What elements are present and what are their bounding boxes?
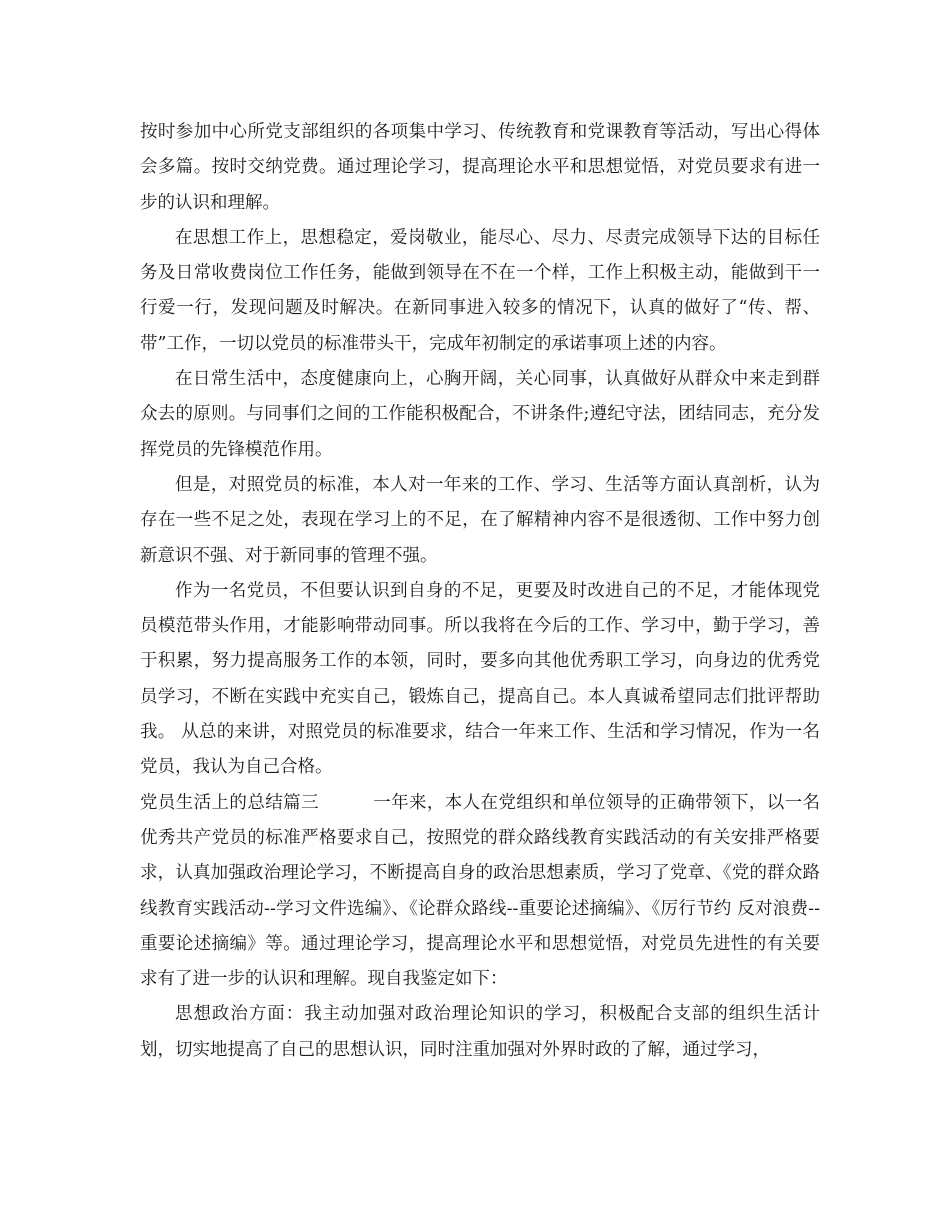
- paragraph-2: 在思想工作上，思想稳定，爱岗敬业，能尽心、尽力、尽责完成领导下达的目标任务及日常收费岗位工作任务，能做到领导在不在一个样，工作上积极主动，能做到干一行爱一行，发现问题及时解决。在新同事进入较多的情况下，认真的做好了“传、帮、带”工作，一切以党员的标准带头干，完成年初制定的承诺事项上述的内容。: [140, 227, 820, 354]
- document-body: [140, 115, 820, 1068]
- paragraph-1: 按时参加中心所党支部组织的各项集中学习、传统教育和党课教育等活动，写出心得体会多篇。按时交纳党费。通过理论学习，提高理论水平和思想觉悟，对党员要求有进一步的认识和理解。: [140, 122, 820, 213]
- paragraph-5: 作为一名党员，不但要认识到自身的不足，更要及时改进自己的不足，才能体现党员模范带头作用，才能影响带动同事。所以我将在今后的工作、学习中，勤于学习，善于积累，努力提高服务工作的本领，同时，要多向其他优秀职工学习，向身边的优秀党员学习，不断在实践中充实自己，锻炼自己，提高自己。本人真诚希望同志们批评帮助我。 从总的来讲，对照党员的标准要求，结合一年来工作、生活和学习情况，作为一名党员，我认为自己合格。: [140, 580, 820, 778]
- paragraph-4: 但是，对照党员的标准，本人对一年来的工作、学习、生活等方面认真剖析，认为存在一些不足之处，表现在学习上的不足，在了解精神内容不是很透彻、工作中努力创新意识不强、对于新同事的管理不强。: [140, 474, 820, 566]
- section-intro: 一年来，本人在党组织和单位领导的正确带领下，以一名优秀共产党员的标准严格要求自己，按照党的群众路线教育实践活动的有关安排严格要求，认真加强政治理论学习，不断提高自身的政治思想素质，学习了党章、《党的群众路线教育实践活动--学习文件选编》、《论群众路线--重要论述摘编》、《厉行节约 反对浪费--重要论述摘编》等。通过理论学习，提高理论水平和思想觉悟，对党员先进性的有关要求有了进一步的认识和理解。现自我鉴定如下：: [140, 792, 821, 990]
- section-title: 党员生活上的总结篇三: [140, 792, 319, 813]
- paragraph-3: 在日常生活中，态度健康向上，心胸开阔，关心同事，认真做好从群众中来走到群众去的原则。与同事们之间的工作能积极配合，不讲条件;遵纪守法，团结同志，充分发挥党员的先锋模范作用。: [140, 369, 820, 460]
- paragraph-last: 思想政治方面：我主动加强对政治理论知识的学习，积极配合支部的组织生活计划，切实地提高了自己的思想认识，同时注重加强对外界时政的了解，通过学习，: [140, 1004, 820, 1060]
- section-paragraph: [140, 786, 820, 998]
